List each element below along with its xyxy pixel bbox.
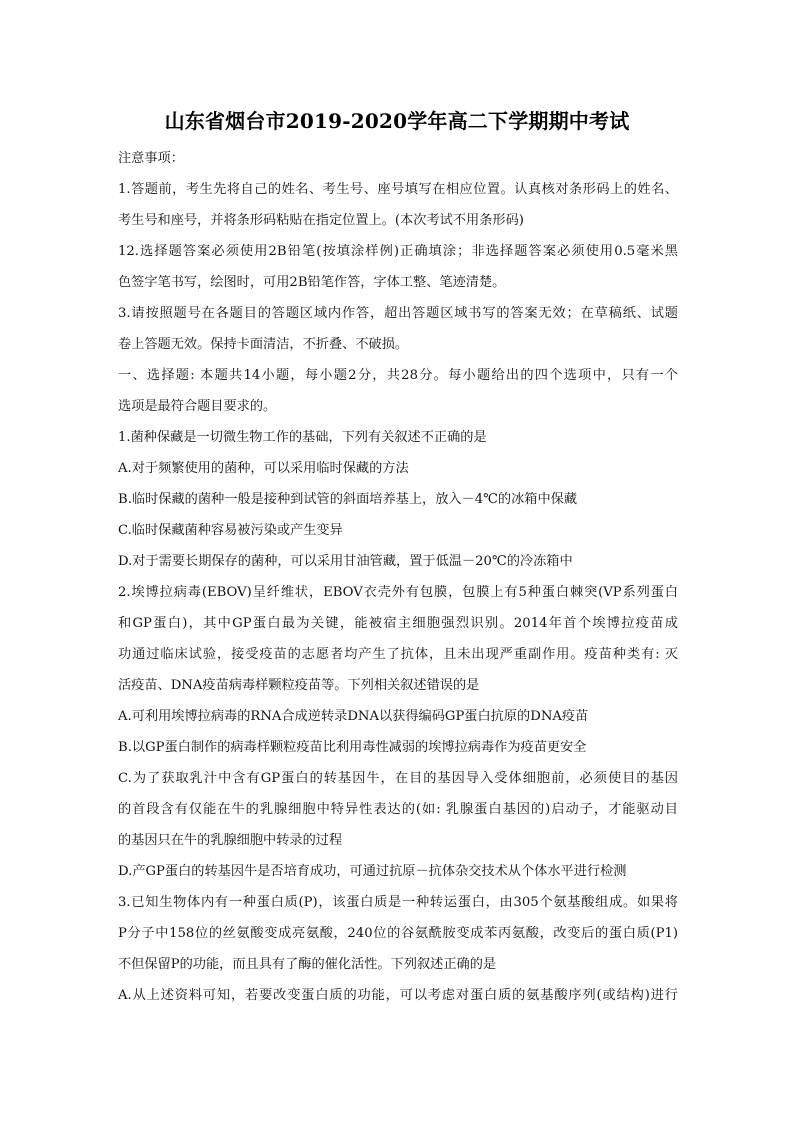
page-title: 山东省烟台市2019-2020学年高二下学期期中考试: [164, 109, 630, 133]
notice-line: 卷上答题无效。保持卡面清洁，不折叠、不破损。: [118, 337, 409, 352]
question-stem: 功通过临床试验，接受疫苗的志愿者均产生了抗体，且未出现严重副作用。疫苗种类有: 灭: [118, 647, 678, 662]
section-heading: 选项是最符合题目要求的。: [118, 399, 277, 414]
notice-line: 12.选择题答案必须使用2B铅笔(按填涂样例)正确填涂；非选择题答案必须使用0.5毫米黑: [118, 244, 678, 259]
notice-line: 3.请按照题号在各题目的答题区域内作答，超出答题区域书写的答案无效；在草稿纸、试题: [118, 306, 678, 321]
question-stem: P分子中158位的丝氨酸变成亮氨酸，240位的谷氨酰胺变成苯丙氨酸，改变后的蛋白质(P1): [118, 926, 678, 941]
question-stem: 3.已知生物体内有一种蛋白质(P)，该蛋白质是一种转运蛋白，由305个氨基酸组成。如果将: [118, 895, 678, 910]
section-heading: 一、选择题: 本题共14小题，每小题2分，共28分。每小题给出的四个选项中，只有一个: [118, 368, 678, 383]
question-stem: 活疫苗、DNA疫苗病毒样颗粒疫苗等。下列相关叙述错误的是: [118, 678, 480, 693]
answer-option: B.以GP蛋白制作的病毒样颗粒疫苗比利用毒性减弱的埃博拉病毒作为疫苗更安全: [118, 740, 587, 755]
document-body: [118, 143, 678, 1011]
notice-line: 1.答题前，考生先将自己的姓名、考生号、座号填写在相应位置。认真核对条形码上的姓名、: [118, 182, 678, 197]
notice-heading: 注意事项：: [118, 151, 184, 166]
answer-option: A.可利用埃博拉病毒的RNA合成逆转录DNA以获得编码GP蛋白抗原的DNA疫苗: [118, 709, 589, 724]
answer-option: 的首段含有仅能在牛的乳腺细胞中特异性表达的(如: 乳腺蛋白基因的)启动子，才能驱动目: [118, 802, 678, 817]
answer-option: C.临时保藏菌种容易被污染或产生变异: [118, 523, 343, 538]
question-stem: 2.埃博拉病毒(EBOV)呈纤维状，EBOV衣壳外有包膜，包膜上有5种蛋白棘突(VP系列蛋白: [118, 585, 678, 600]
answer-option: 的基因只在牛的乳腺细胞中转录的过程: [118, 833, 343, 848]
question-stem: 和GP蛋白)，其中GP蛋白最为关键，能被宿主细胞强烈识别。2014年首个埃博拉疫苗成: [118, 616, 678, 631]
answer-option: A.从上述资料可知，若要改变蛋白质的功能，可以考虑对蛋白质的氨基酸序列(或结构)进行: [118, 988, 678, 1003]
answer-option: C.为了获取乳汁中含有GP蛋白的转基因牛，在目的基因导入受体细胞前，必须使目的基因: [118, 771, 678, 786]
question-stem: 1.菌种保藏是一切微生物工作的基础，下列有关叙述不正确的是: [118, 430, 487, 445]
notice-line: 考生号和座号，并将条形码粘贴在指定位置上。(本次考试不用条形码): [118, 213, 524, 228]
answer-option: D.产GP蛋白的转基因牛是否培育成功，可通过抗原－抗体杂交技术从个体水平进行检测: [118, 864, 627, 879]
answer-option: B.临时保藏的菌种一般是接种到试管的斜面培养基上，放入－4℃的冰箱中保藏: [118, 492, 578, 507]
question-stem: 不但保留P的功能，而且具有了酶的催化活性。下列叙述正确的是: [118, 957, 497, 972]
notice-line: 色签字笔书写，绘图时，可用2B铅笔作答，字体工整、笔迹清楚。: [118, 275, 506, 290]
answer-option: A.对于频繁使用的菌种，可以采用临时保藏的方法: [118, 461, 409, 476]
answer-option: D.对于需要长期保存的菌种，可以采用甘油管藏，置于低温－20℃的冷冻箱中: [118, 554, 573, 569]
